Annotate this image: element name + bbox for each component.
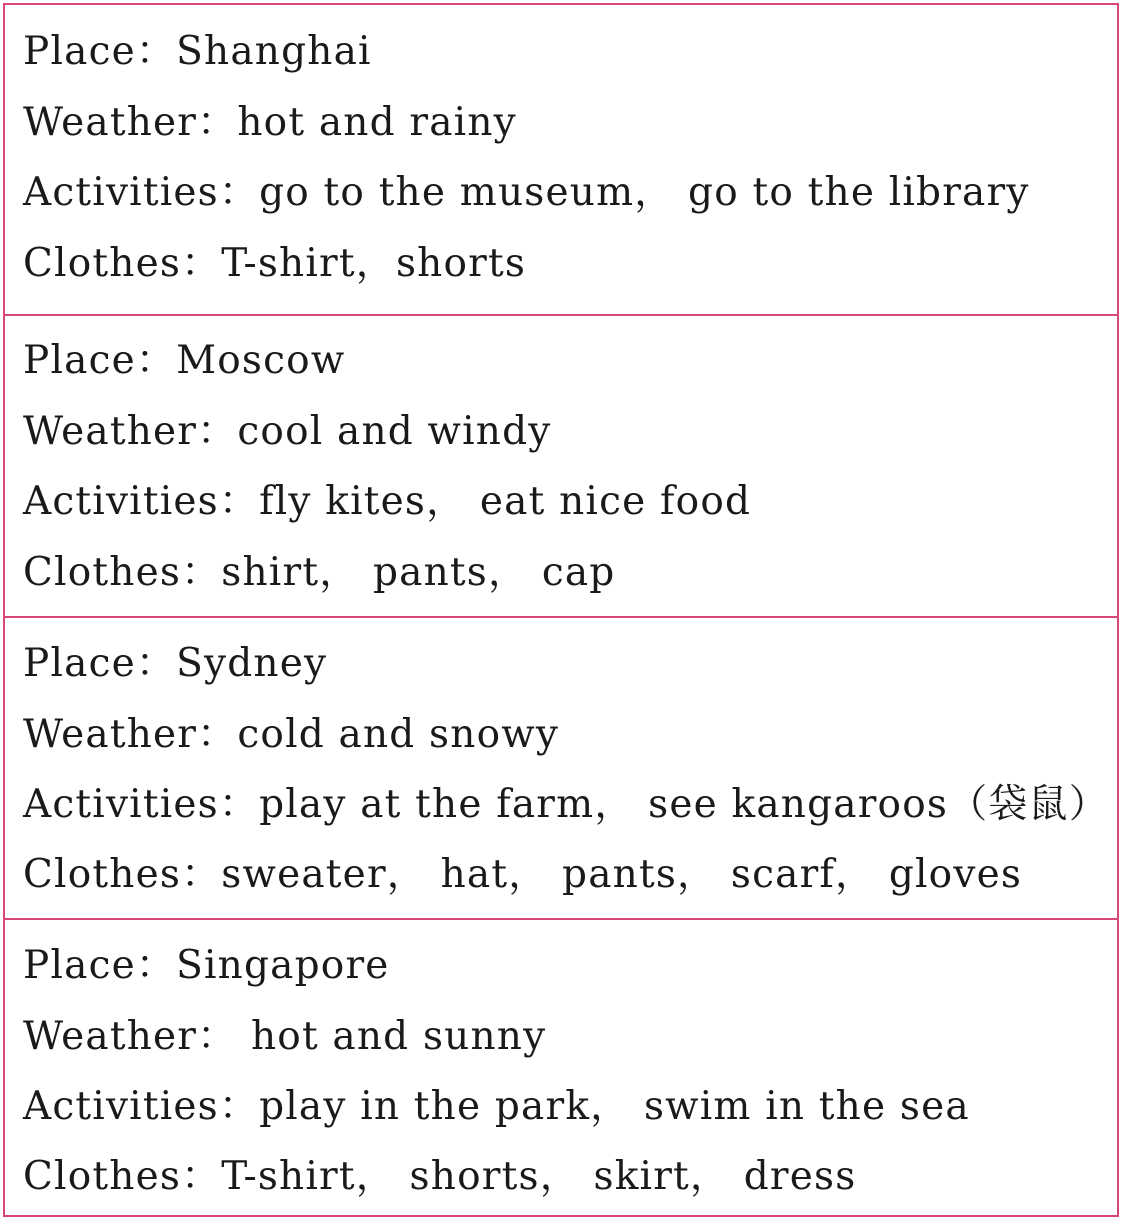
info-table	[3, 3, 1119, 1217]
activities-text: Activities：play in the park， swim in the sea	[23, 1084, 970, 1129]
table-row	[5, 314, 1117, 616]
weather-text: Weather：hot and rainy	[23, 100, 517, 145]
activities-text: Activities：fly kites， eat nice food	[23, 479, 752, 524]
place-text: Place：Shanghai	[23, 29, 372, 74]
clothes-text: Clothes：T-shirt， shorts， skirt， dress	[23, 1154, 857, 1199]
activities-text: Activities：play at the farm， see kangaroos（袋鼠）	[23, 782, 1109, 827]
weather-text: Weather：cold and snowy	[23, 712, 560, 757]
clothes-text: Clothes：shirt， pants， cap	[23, 550, 616, 595]
activities-text: Activities：go to the museum， go to the library	[23, 170, 1030, 215]
place-text: Place：Moscow	[23, 338, 346, 383]
table-row	[5, 616, 1117, 918]
table-row	[5, 918, 1117, 1217]
clothes-text: Clothes：sweater， hat， pants， scarf， gloves	[23, 852, 1023, 897]
place-text: Place：Sydney	[23, 641, 328, 686]
weather-text: Weather：cool and windy	[23, 409, 552, 454]
clothes-text: Clothes：T-shirt，shorts	[23, 241, 527, 286]
weather-text: Weather： hot and sunny	[23, 1014, 547, 1059]
place-text: Place：Singapore	[23, 943, 390, 988]
table-row	[5, 5, 1117, 314]
